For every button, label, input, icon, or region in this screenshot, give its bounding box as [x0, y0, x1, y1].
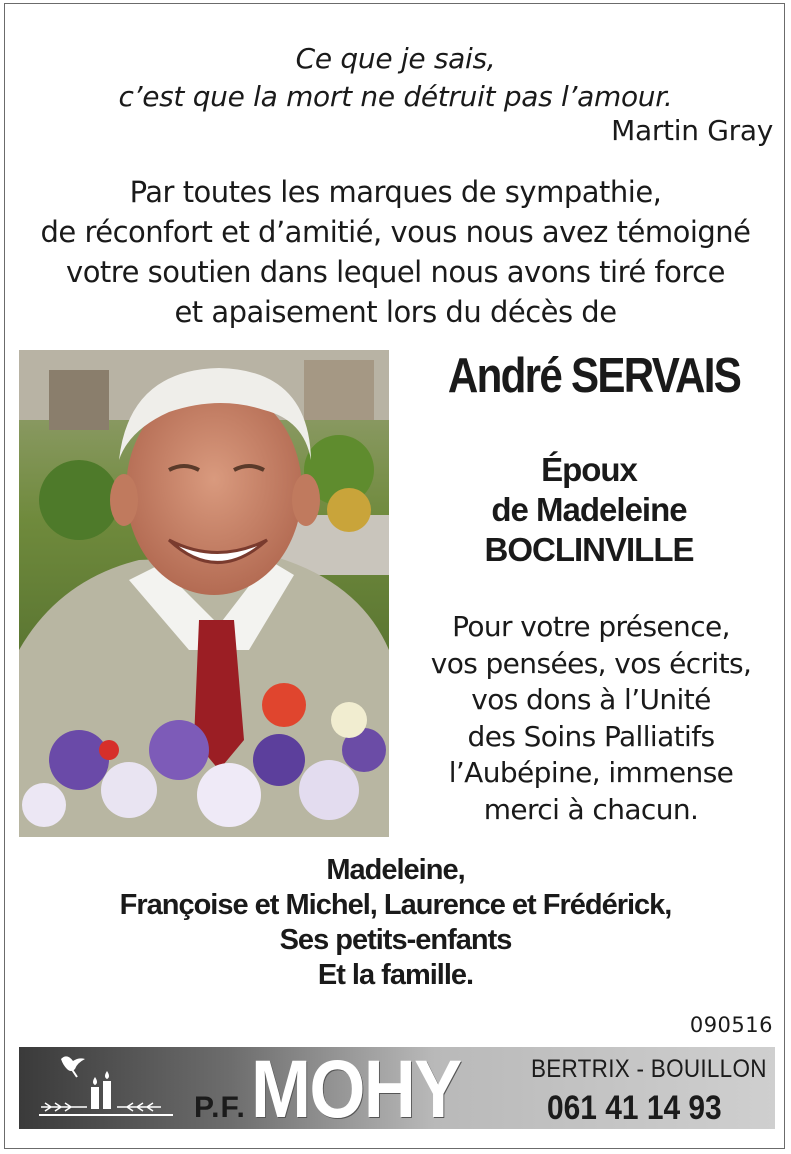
funeral-home-location: BERTRIX - BOUILLON	[531, 1055, 767, 1083]
intro-text	[0, 172, 791, 332]
spouse-line: Époux	[541, 451, 637, 488]
funeral-home-phone: 061 41 14 93	[547, 1089, 722, 1127]
thanks-line: Pour votre présence,	[452, 610, 730, 643]
family-line: Madeleine,	[326, 854, 465, 886]
intro-line: et apaisement lors du décès de	[174, 295, 617, 329]
family-line: Françoise et Michel, Laurence et Frédérick,	[119, 889, 672, 921]
spouse-line: BOCLINVILLE	[484, 531, 694, 568]
thanks-text	[400, 609, 782, 828]
portrait-photo	[19, 350, 389, 837]
deceased-name: André SERVAIS	[447, 349, 741, 403]
spouse-line: de Madeleine	[491, 491, 687, 528]
quote-author: Martin Gray	[611, 114, 773, 147]
intro-line: de réconfort et d’amitié, vous nous avez témoigné	[40, 215, 751, 249]
family-line: Ses petits-enfants	[279, 924, 512, 956]
funeral-home-name: MOHY	[251, 1047, 461, 1129]
portrait-illustration	[19, 350, 389, 837]
family-line: Et la famille.	[317, 959, 474, 991]
thanks-line: des Soins Palliatifs	[467, 719, 715, 753]
dove-candles-logo	[33, 1051, 183, 1127]
family-signature	[0, 853, 791, 993]
thanks-line: vos dons à l’Unité	[471, 683, 711, 716]
intro-line: Par toutes les marques de sympathie,	[129, 175, 662, 209]
spouse-block	[400, 450, 778, 570]
intro-line: votre soutien dans lequel nous avons tiré force	[66, 255, 725, 289]
quote-line-2: c’est que la mort ne détruit pas l’amour.	[118, 80, 673, 113]
quote-line-1: Ce que je sais,	[295, 42, 496, 75]
reference-number: 090516	[689, 1013, 773, 1037]
funeral-home-prefix: P.F.	[194, 1091, 246, 1124]
funeral-home-banner	[19, 1047, 775, 1129]
thanks-line: vos pensées, vos écrits,	[430, 646, 752, 680]
thanks-line: merci à chacun.	[483, 792, 699, 826]
thanks-line: l’Aubépine, immense	[448, 756, 734, 789]
